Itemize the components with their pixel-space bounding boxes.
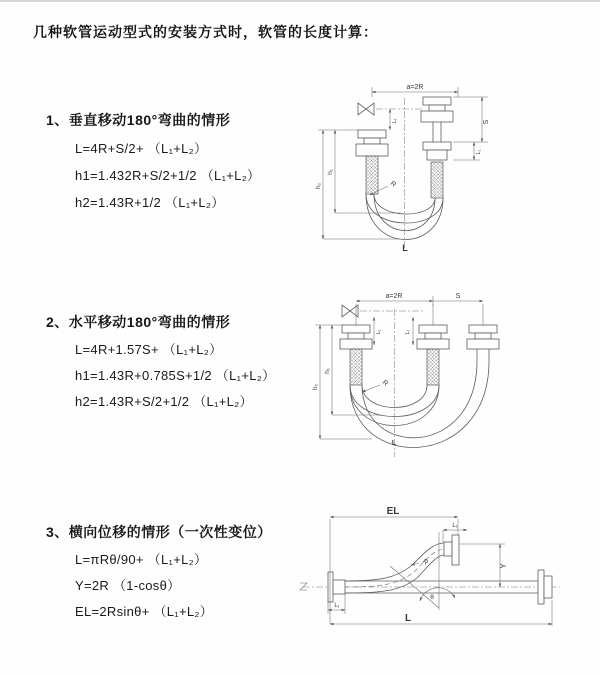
section-1-heading: 1、垂直移动180°弯曲的情形 — [46, 112, 231, 128]
left-pipe-fitting — [356, 130, 388, 194]
braided-hose-section — [427, 349, 439, 385]
dimension-l1-left — [374, 317, 382, 345]
section-3-formula-el: EL=2Rsinθ+ （L₁+L₂） — [75, 604, 214, 619]
section-2-formula-h2: h2=1.43R+S/2+1/2 （L₁+L₂） — [75, 394, 253, 409]
hose-loop — [350, 361, 489, 448]
radius-label: R — [380, 379, 390, 388]
section-3-heading: 3、横向位移的情形（一次性变位） — [46, 524, 272, 540]
braided-hose-section — [350, 349, 362, 385]
left-flange — [328, 572, 345, 602]
dim-l-label: L — [404, 613, 412, 624]
radius-callout — [362, 379, 389, 392]
section-2-formula-l: L=4R+1.57S+ （L₁+L₂） — [75, 342, 223, 357]
valve-icon — [342, 305, 358, 317]
dimension-s — [453, 97, 490, 142]
dim-s-label: S — [483, 119, 490, 125]
dimension-h1 — [318, 130, 400, 213]
dimension-l1-right — [453, 142, 482, 160]
dim-l-label: L — [391, 440, 397, 447]
section-1-formula-l: L=4R+S/2+ （L₁+L₂） — [75, 141, 208, 156]
radius-label: R — [420, 558, 430, 567]
dim-l1-bottom-label: L₁ — [334, 603, 340, 609]
dimension-l1-middle — [405, 317, 413, 345]
pipe-break-mark — [300, 583, 307, 590]
dim-h1-label: h₁ — [327, 169, 334, 175]
radius-label: R — [388, 180, 398, 189]
dim-h2-label: h₂ — [315, 182, 322, 190]
braided-hose-section — [431, 162, 443, 198]
dimension-h1 — [315, 325, 380, 415]
section-1-formula-h2: h2=1.43R+1/2 （L₁+L₂） — [75, 195, 225, 210]
displaced-hose — [345, 543, 444, 593]
middle-pipe-fitting — [417, 325, 449, 385]
dim-l1b-label: L₁ — [405, 329, 411, 335]
dimension-s — [356, 293, 483, 325]
dim-l1b-label: L₁ — [392, 118, 398, 124]
section-2-heading: 2、水平移动180°弯曲的情形 — [46, 314, 231, 330]
dim-l-label: L — [402, 243, 408, 253]
dim-l1-top-label: L₁ — [452, 523, 458, 529]
diagram-lateral-displacement — [298, 502, 578, 642]
theta-label: θ — [430, 594, 434, 601]
right-pipe-fitting — [467, 325, 499, 361]
dimension-y — [460, 544, 508, 587]
dim-h1-label: h₁ — [324, 368, 331, 374]
dim-el-label: EL — [386, 506, 400, 517]
right-flange — [538, 570, 552, 604]
dim-a2r-label: a=2R — [406, 84, 424, 91]
dimension-a2r — [356, 293, 433, 301]
dim-h2-label: h₂ — [312, 383, 319, 391]
section-3-formula-l: L=πRθ/90+ （L₁+L₂） — [75, 552, 208, 567]
diagram-vertical-180-bend — [312, 80, 532, 255]
valve-icon — [358, 103, 374, 115]
dim-l1-label: L₁ — [376, 329, 382, 335]
dimension-l1-left — [390, 109, 398, 130]
section-1-formula-h1: h1=1.432R+S/2+1/2 （L₁+L₂） — [75, 168, 261, 183]
dim-l1-label: L₁ — [476, 149, 482, 155]
page-title: 几种软管运动型式的安装方式时，软管的长度计算： — [33, 24, 378, 40]
section-3-formula-y: Y=2R （1-cosθ） — [75, 578, 181, 593]
section-2-formula-h1: h1=1.43R+0.785S+1/2 （L₁+L₂） — [75, 368, 276, 383]
braided-hose-section — [366, 156, 378, 194]
right-pipe-fitting — [421, 97, 453, 198]
left-pipe-fitting — [340, 325, 372, 385]
dim-a2r-label: a=2R — [385, 293, 403, 300]
upper-flange — [444, 535, 459, 565]
diagram-horizontal-180-bend — [310, 287, 535, 472]
dim-y-label: Y — [499, 563, 508, 569]
dimension-l — [330, 600, 552, 626]
dim-s-label: S — [455, 293, 461, 300]
dimension-a2r — [372, 84, 458, 97]
